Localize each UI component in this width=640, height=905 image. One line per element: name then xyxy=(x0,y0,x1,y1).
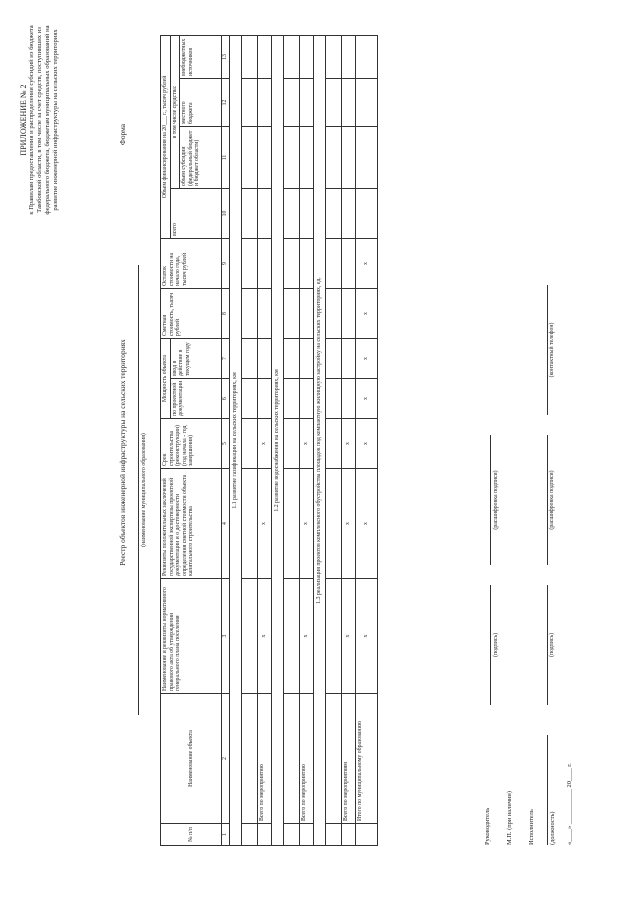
col-number: 10 xyxy=(222,188,230,238)
col-number: 13 xyxy=(222,35,230,78)
col-number: 1 xyxy=(222,824,230,846)
header-estimate: Сметная стоимость, тысяч рублей xyxy=(161,288,222,338)
x-mark: x xyxy=(356,419,378,469)
section-water-supply: 1.2 развитие водоснабжения на сельских территориях, км xyxy=(272,35,284,845)
col-number: 8 xyxy=(222,288,230,338)
header-term: Срок строительства (реконструкции) (год начала - год завершения) xyxy=(161,419,222,469)
appendix-line: развитие инженерной инфраструктуры на сельских территориях xyxy=(52,29,59,211)
x-mark: x xyxy=(356,288,378,338)
phone-caption: (контактный телефон) xyxy=(549,322,555,378)
x-mark: x xyxy=(258,469,272,579)
row-label: Всего по мероприятию xyxy=(258,694,272,824)
header-num: № п/п xyxy=(161,824,222,846)
form-label: Форма xyxy=(118,123,127,145)
executor-signature-line xyxy=(547,585,548,705)
appendix-line: федерального бюджета, бюджетам муниципальных образований на xyxy=(44,25,51,215)
executor-position-line xyxy=(547,735,548,845)
x-mark: x xyxy=(342,579,356,694)
section-housing-sites: 1.3 реализация проектов комплексного обустройства площадок под компактную жилищную застройку на сельских территориях, ед. xyxy=(314,35,326,845)
municipality-line xyxy=(138,265,139,715)
row-label: Итого по муниципальному образованию xyxy=(356,694,378,824)
head-decoding-line xyxy=(490,435,491,565)
col-number: 2 xyxy=(222,694,230,824)
header-legal-act: Наименование и реквизиты нормативного правового акта об утверждении генерального плана поселения xyxy=(161,579,222,694)
header-capacity: Мощность объекта xyxy=(161,338,171,418)
x-mark: x xyxy=(300,469,314,579)
decoding-caption: (расшифровка подписи) xyxy=(493,470,499,530)
stamp-label: М.П. (при наличии) xyxy=(506,791,513,845)
registry-table xyxy=(160,35,378,846)
executor-phone-line xyxy=(547,285,548,415)
x-mark: x xyxy=(356,469,378,579)
executor-label: Исполнитель xyxy=(528,809,535,845)
header-balance: Остаток стоимости на начало года, тысяч рублей xyxy=(161,238,222,288)
x-mark: x xyxy=(258,419,272,469)
col-number: 7 xyxy=(222,338,230,378)
section-gasification: 1.1 развитие газификации на сельских территориях, км xyxy=(230,35,242,845)
col-number: 4 xyxy=(222,469,230,579)
appendix-line: Тамбовской области, в том числе за счет средств, поступивших из xyxy=(36,27,43,213)
header-including: в том числе средства: xyxy=(170,35,180,188)
appendix-line: к Правилам предоставления и распределения субсидий из бюджета xyxy=(28,25,35,215)
signature-caption: (подпись) xyxy=(493,632,499,658)
x-mark: x xyxy=(258,579,272,694)
header-financing: Объем финансирования на 20___ г., тысяч рублей xyxy=(161,35,171,238)
appendix-title: ПРИЛОЖЕНИЕ № 2 xyxy=(19,84,28,156)
row-label: Всего по мероприятию xyxy=(300,694,314,824)
x-mark: x xyxy=(356,379,378,419)
header-local-budget: местного бюджета xyxy=(180,78,222,126)
head-signature-line xyxy=(490,585,491,705)
col-number: 5 xyxy=(222,419,230,469)
col-number: 3 xyxy=(222,579,230,694)
date-line: «____» ___________ 20____ г. xyxy=(566,763,573,845)
x-mark: x xyxy=(300,419,314,469)
registry-title: Реестр объектов инженерной инфраструктуры на сельских территориях xyxy=(118,339,127,566)
header-capacity-project: по проектной документации xyxy=(170,379,222,419)
position-caption: (должность) xyxy=(549,811,556,845)
col-number: 11 xyxy=(222,126,230,188)
col-number: 12 xyxy=(222,78,230,126)
decoding-caption: (расшифровка подписи) xyxy=(549,470,555,530)
x-mark: x xyxy=(356,579,378,694)
appendix-header xyxy=(20,25,60,215)
executor-decoding-line xyxy=(547,435,548,565)
header-capacity-current: ввод в действие в текущем году xyxy=(170,338,222,378)
signature-caption: (подпись) xyxy=(549,632,555,658)
x-mark: x xyxy=(356,338,378,378)
municipality-caption: (наименование муниципального образования) xyxy=(141,433,147,547)
x-mark: x xyxy=(300,579,314,694)
col-number: 9 xyxy=(222,238,230,288)
header-object-name: Наименование объекта xyxy=(161,694,222,824)
header-total: всего xyxy=(170,188,222,238)
header-expertise: Реквизиты положительных заключений государственной экспертизы проектной документации и о достоверности определения сметной стоимости объекта капитального строительства xyxy=(161,469,222,579)
x-mark: x xyxy=(356,238,378,288)
row-label: Всего по мероприятиям xyxy=(342,694,356,824)
x-mark: x xyxy=(342,419,356,469)
header-subsidy: объем субсидии (федеральный бюджет и бюджет области) xyxy=(180,126,222,188)
header-off-budget: внебюджетных источников xyxy=(180,35,222,78)
col-number: 6 xyxy=(222,379,230,419)
x-mark: x xyxy=(342,469,356,579)
head-label: Руководитель xyxy=(484,807,491,845)
